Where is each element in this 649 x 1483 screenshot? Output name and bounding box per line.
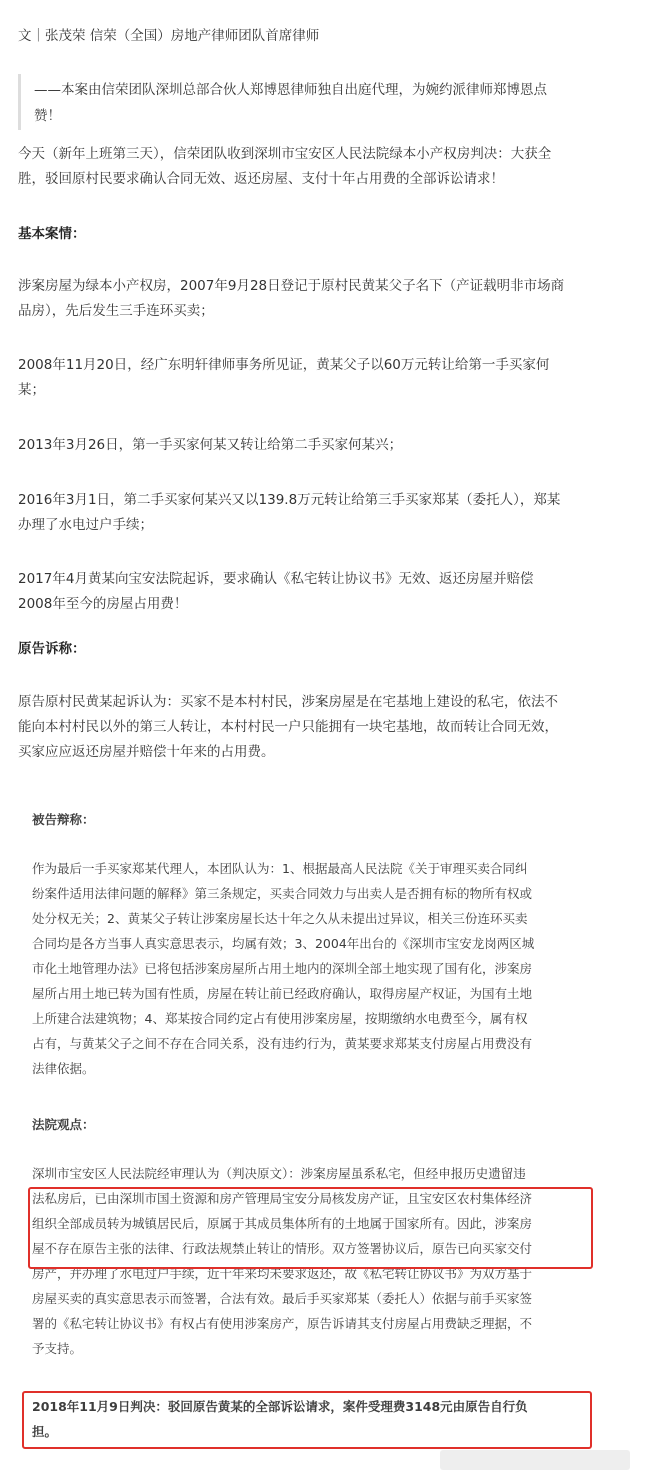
heading-basic-facts: 基本案情： <box>18 226 86 242</box>
paragraph-line: 办理了水电过户手续； <box>18 517 153 533</box>
verdict-line: 2018年11月9日判决：驳回原告黄某的全部诉讼请求，案件受理费3148元由原告自行负 <box>32 1399 528 1414</box>
paragraph-line: 占有，与黄某父子之间不存在合同关系，没有违约行为，黄某要求郑某支付房屋占用费没有 <box>32 1036 533 1051</box>
paragraph-line: 署的《私宅转让协议书》有权占有使用涉案房产，原告诉请其支付房屋占用费缺乏理据，不 <box>32 1316 533 1331</box>
paragraph-line: 买家应应返还房屋并赔偿十年来的占用费。 <box>18 744 275 760</box>
highlight-box-verdict <box>22 1391 592 1449</box>
paragraph-line: 深圳市宝安区人民法院经审理认为（判决原文）：涉案房屋虽系私宅，但经申报历史遗留违 <box>32 1166 526 1181</box>
watermark-blur <box>440 1450 630 1470</box>
heading-plaintiff-claims: 原告诉称： <box>18 641 86 657</box>
paragraph-line: 2013年3月26日，第一手买家何某又转让给第二手买家何某兴； <box>18 437 403 453</box>
paragraph-line: 2008年至今的房屋占用费！ <box>18 596 188 612</box>
paragraph-line: 能向本村村民以外的第三人转让，本村村民一户只能拥有一块宅基地，故而转让合同无效， <box>18 719 558 735</box>
quote-bar <box>18 74 21 130</box>
paragraph-line: 组织全部成员转为城镇居民后，原属于其成员集体所有的土地属于国家所有。因此，涉案房 <box>32 1216 533 1231</box>
paragraph-line: 处分权无关；2、黄某父子转让涉案房屋长达十年之久从未提出过异议，相关三份连环买卖 <box>32 911 528 926</box>
byline-text: 文｜张茂荣 信荣（全国）房地产律师团队首席律师 <box>18 28 320 44</box>
paragraph-line: 上所建合法建筑物；4、郑某按合同约定占有使用涉案房屋，按期缴纳水电费至今，属有权 <box>32 1011 528 1026</box>
intro-line: 今天（新年上班第三天），信荣团队收到深圳市宝安区人民法院绿本小产权房判决：大获全 <box>18 146 552 162</box>
paragraph-line: 法律依据。 <box>32 1061 95 1076</box>
paragraph-line: 涉案房屋为绿本小产权房，2007年9月28日登记于原村民黄某父子名下（产证载明非市场商 <box>18 278 565 294</box>
paragraph-line: 予支持。 <box>32 1341 83 1356</box>
paragraph-line: 品房），先后发生三手连环买卖； <box>18 303 214 319</box>
quote-line: ——本案由信荣团队深圳总部合伙人郑博恩律师独自出庭代理，为婉约派律师郑博恩点 <box>34 82 547 98</box>
paragraph-line: 市化土地管理办法》已将包括涉案房屋所占用土地内的深圳全部土地实现了国有化，涉案房 <box>32 961 533 976</box>
paragraph-line: 屋不存在原告主张的法律、行政法规禁止转让的情形。双方签署协议后，原告已向买家交付 <box>32 1241 533 1256</box>
paragraph-line: 房产，并办理了水电过户手续，近十年来均未要求返还，故《私宅转让协议书》为双方基于 <box>32 1266 533 1281</box>
intro-line: 胜，驳回原村民要求确认合同无效、返还房屋、支付十年占用费的全部诉讼请求！ <box>18 171 504 187</box>
paragraph-line: 屋所占用土地已转为国有性质，房屋在转让前已经政府确认，取得房屋产权证，为国有土地 <box>32 986 533 1001</box>
paragraph-line: 原告原村民黄某起诉认为：买家不是本村村民，涉案房屋是在宅基地上建设的私宅，依法不 <box>18 694 558 710</box>
paragraph-line: 2016年3月1日，第二手买家何某兴又以139.8万元转让给第三手买家郑某（委托人），郑某 <box>18 492 561 508</box>
heading-court-opinion: 法院观点： <box>32 1117 95 1132</box>
paragraph-line: 法私房后，已由深圳市国土资源和房产管理局宝安分局核发房产证，且宝安区农村集体经济 <box>32 1191 533 1206</box>
paragraph-line: 作为最后一手买家郑某代理人，本团队认为：1、根据最高人民法院《关于审理买卖合同纠 <box>32 861 528 876</box>
paragraph-line: 某； <box>18 382 45 398</box>
heading-defendant-defense: 被告辩称： <box>32 812 95 827</box>
paragraph-line: 房屋买卖的真实意思表示而签署，合法有效。最后手买家郑某（委托人）依据与前手买家签 <box>32 1291 533 1306</box>
paragraph-line: 2017年4月黄某向宝安法院起诉，要求确认《私宅转让协议书》无效、返还房屋并赔偿 <box>18 571 534 587</box>
highlight-box-court <box>28 1187 593 1269</box>
paragraph-line: 2008年11月20日，经广东明轩律师事务所见证，黄某父子以60万元转让给第一手买家何 <box>18 357 550 373</box>
paragraph-line: 纷案件适用法律问题的解释》第三条规定，买卖合同效力与出卖人是否拥有标的物所有权或 <box>32 886 533 901</box>
verdict-line: 担。 <box>32 1424 58 1439</box>
quote-line: 赞！ <box>34 108 61 124</box>
paragraph-line: 合同均是各方当事人真实意思表示，均属有效；3、2004年出台的《深圳市宝安龙岗两区城 <box>32 936 535 951</box>
